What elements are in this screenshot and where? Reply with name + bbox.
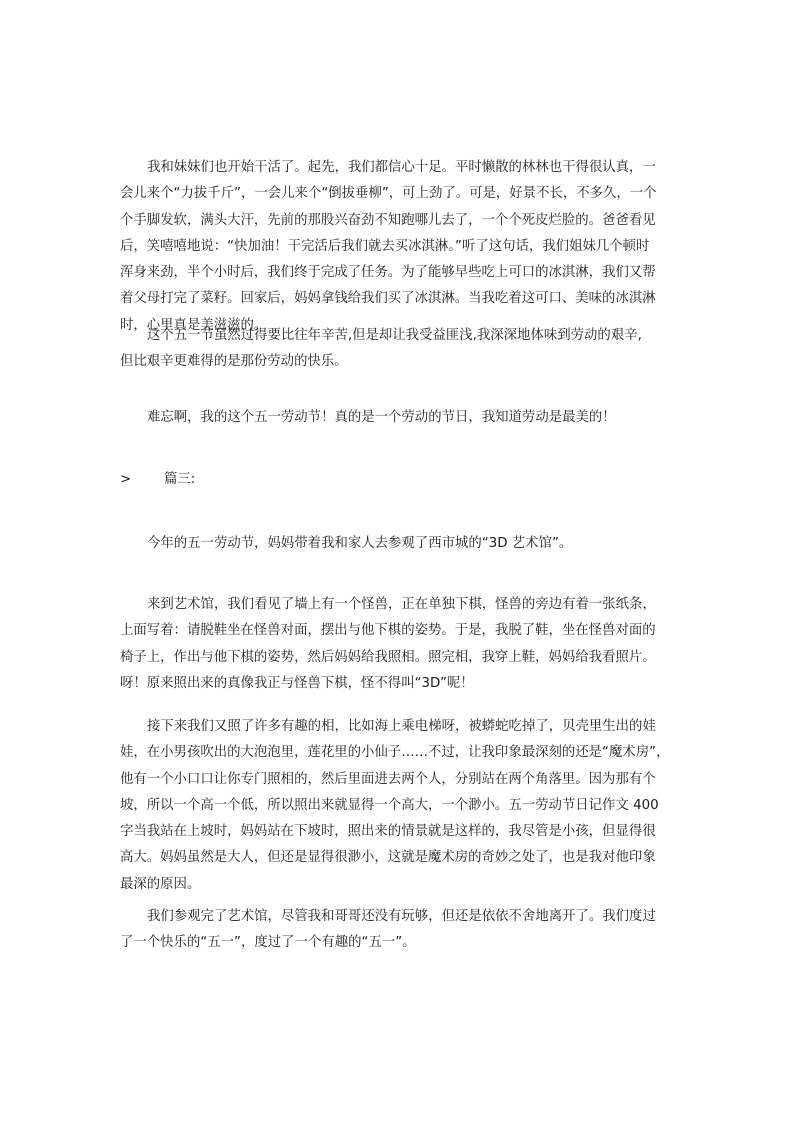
text-line: 呀！原来照出来的真像我正与怪兽下棋，怪不得叫“3D”呢！ (120, 675, 474, 691)
text-line: 坡，所以一个高一个低，所以照出来就显得一个高大，一个渺小。五一劳动节日记作文 400 (120, 797, 659, 813)
text-line: 会儿来个“力拔千斤”，一会儿来个“倒拔垂柳”，可上劲了。可是，好景不长，不多久，一个 (120, 186, 657, 202)
text-line: 后，笑嘻嘻地说：“快加油！干完活后我们就去买冰淇淋。”听了这句话，我们姐妹几个顿时 (120, 238, 650, 254)
text-line: 这个五一节虽然过得要比往年辛苦,但是却让我受益匪浅,我深深地体味到劳动的艰辛, (147, 328, 642, 343)
text-line: 上面写着：请脱鞋坐在怪兽对面，摆出与他下棋的姿势。于是，我脱了鞋，坐在怪兽对面的 (120, 623, 656, 639)
text-line: 我和妹妹们也开始干活了。起先，我们都信心十足。平时懒散的林林也干得很认真，一 (147, 160, 656, 175)
text-line: 椅子上，作出与他下棋的姿势，然后妈妈给我照相。照完相，我穿上鞋，妈妈给我看照片。 (120, 649, 656, 665)
paragraph-conclusion (120, 405, 676, 431)
text-line: 来到艺术馆，我们看见了墙上有一个怪兽，正在单独下棋，怪兽的旁边有着一张纸条， (147, 597, 656, 612)
paragraph-chores (120, 155, 676, 339)
text-line: 浑身来劲，半个小时后，我们终于完成了任务。为了能够早些吃上可口的冰淇淋，我们又帮 (120, 265, 656, 281)
paragraph-farewell (120, 904, 676, 957)
section-heading (120, 467, 195, 493)
text-line: 个手脚发软，满头大汗，先前的那股兴奋劲不知跑哪儿去了，一个个死皮烂脸的。爸爸看见 (120, 212, 656, 228)
paragraph-magic-room (120, 714, 676, 898)
text-line: 但比艰辛更难得的是那份劳动的快乐。 (120, 354, 348, 370)
text-line: 着父母打完了菜籽。回家后，妈妈拿钱给我们买了冰淇淋。当我吃着这可口、美味的冰淇淋 (120, 291, 656, 307)
text-line: 接下来我们又照了许多有趣的相，比如海上乘电梯呀，被蟒蛇吃掉了，贝壳里生出的娃 (147, 719, 656, 734)
heading-title: 篇三: (164, 472, 196, 487)
text-line: 他有一个小口口让你专门照相的，然后里面进去两个人，分别站在两个角落里。因为那有个 (120, 771, 656, 787)
text-line: 时，心里真是美滋滋的。 (120, 317, 268, 333)
text-line: 高大。妈妈虽然是大人，但还是显得很渺小，这就是魔术房的奇妙之处了，也是我对他印象 (120, 850, 656, 866)
text-line: 今年的五一劳动节，妈妈带着我和家人去参观了西市城的“3D 艺术馆”。 (147, 536, 573, 551)
text-line: 难忘啊，我的这个五一劳动节！真的是一个劳动的节日，我知道劳动是最美的！ (147, 410, 616, 425)
text-line: 了一个快乐的“五一”，度过了一个有趣的“五一”。 (120, 935, 416, 951)
paragraph-monster (120, 592, 676, 697)
text-line: 字当我站在上坡时，妈妈站在下坡时，照出来的情景就是这样的，我尽管是小孩，但显得很 (120, 824, 656, 840)
text-line: 我们参观完了艺术馆，尽管我和哥哥还没有玩够，但还是依依不舍地离开了。我们度过 (147, 909, 656, 924)
text-line: 最深的原因。 (120, 876, 201, 892)
heading-marker: > (120, 472, 132, 487)
paragraph-reflection (120, 323, 676, 376)
text-line: 娃，在小男孩吹出的大泡泡里，莲花里的小仙子……不过，让我印象最深刻的还是“魔术房”， (120, 745, 670, 761)
paragraph-intro (120, 531, 676, 557)
